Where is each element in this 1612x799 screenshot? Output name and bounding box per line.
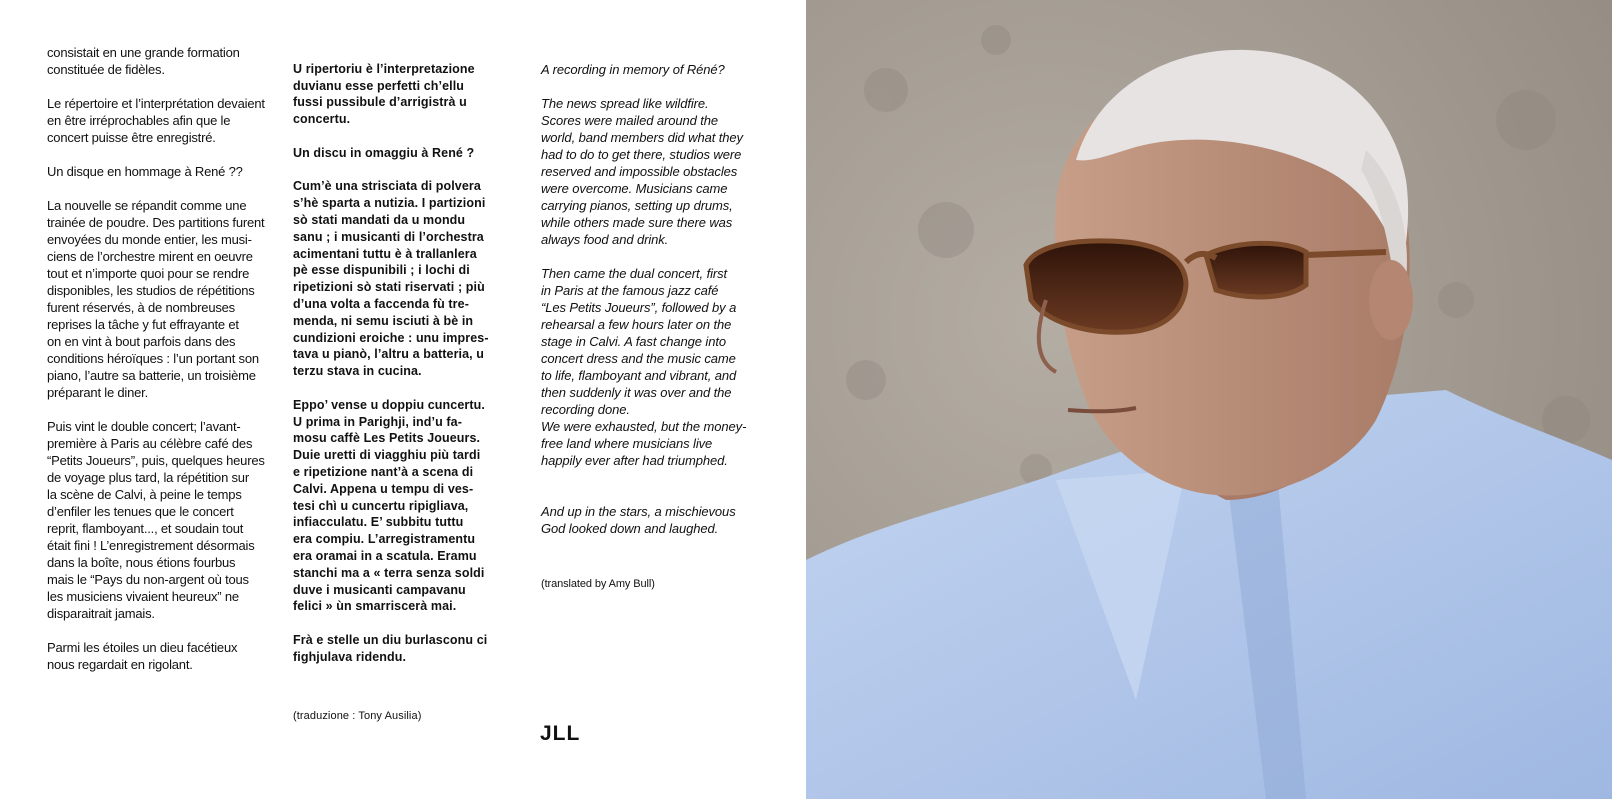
french-column: consistait en une grande formation constituée de fidèles. Le répertoire et l’interprétation devaient en être irréprochables afin que le concert puisse être enregistré. Un disque en hommage à René ?? La nouvelle se répandit comme une trainée de poudre. Des partitions furent envoyées du monde entier, les musi- ciens de l’orchestre mirent en oeuvre tout et n’importe quoi pour se rendre disponibles, les studios de répétitions furent réservés, à de nombreuses reprises la tâche y fut effrayante et on en vint à bout parfois dans des conditions héroïques : l’un portant son piano, l’autre sa batterie, un troisième préparant le diner. Puis vint le double concert; l’avant- première à Paris au célèbre café des “Petits Joueurs”, puis, quelques heures de voyage plus tard, la répétition sur la scène de Calvi, à peine le temps d’enfiler les tenues que le concert reprit, flamboyant..., et soudain tout était fini ! L’enregistrement désormais dans la boîte, nous étions fourbus mais le “Pays du non-argent où tous les musiciens vivaient heureux” ne disparaitrait jamais. Parmi les étoiles un dieu facétieux nous regardait en rigolant. (47, 45, 265, 672)
english-column (541, 44, 771, 610)
english-text: A recording in memory of Réné? The news spread like wildfire. Scores were mailed around the world, band members did what they had to do to get there, studios were reserved and impossible obstacles were overcome. Musicians came carrying pianos, setting up drums, while others made sure there was always food and drink. Then came the dual concert, first in Paris at the famous jazz café “Les Petits Joueurs”, followed by a rehearsal a few hours later on the stage in Calvi. A fast change into concert dress and the music came to life, flamboyant and vibrant, and then suddenly it was over and the recording done. We were exhausted, but the money- free land where musicians live happily ever after had triumphed. And up in the stars, a mischievous God looked down and laughed. (541, 62, 747, 536)
signature: JLL (540, 722, 581, 745)
english-translation-credit: (translated by Amy Bull) (541, 578, 655, 590)
corsican-column (293, 44, 518, 742)
corsican-text: U ripertoriu è l’interpretazione duvianu esse perfetti ch’ellu fussi pussibule d’arrigistrà u concertu. Un discu in omaggiu à René ? Cum’è una strisciata di polvera s’hè sparta a nutizia. I partizioni sò stati mandati da u mondu sanu ; i musicanti di l’orchestra acimentani tuttu è à trallanlera pè esse dispunibili ; i lochi di ripetizioni sò stati riservati ; più d’una volta a faccenda fù tre- menda, ni semu isciuti à bè in cundizioni eroiche : unu impres- tava u pianò, l’altru a batteria, u terzu stava in cucina. Eppo’ vense u doppiu cuncertu. U prima in Parighji, ind’u fa- mosu caffè Les Petits Joueurs. Duie uretti di viagghiu più tardi e ripetizione nant’à a scena di Calvi. Appena u tempu di ves- tesi chì u cuncertu ripigliava, infiacculatu. E’ subbitu tuttu era compiu. L’arregistramentu era oramai in a scatula. Eramu stanchi ma a « terra senza soldi duve i musicanti campavanu felici » ùn smarriscerà mai. Frà e stelle un diu burlasconu ci fighjulava ridendu. (293, 61, 489, 664)
corsican-translation-credit: (traduzione : Tony Ausilia) (293, 710, 422, 723)
portrait-illustration (806, 0, 1612, 799)
portrait-photo (806, 0, 1612, 799)
